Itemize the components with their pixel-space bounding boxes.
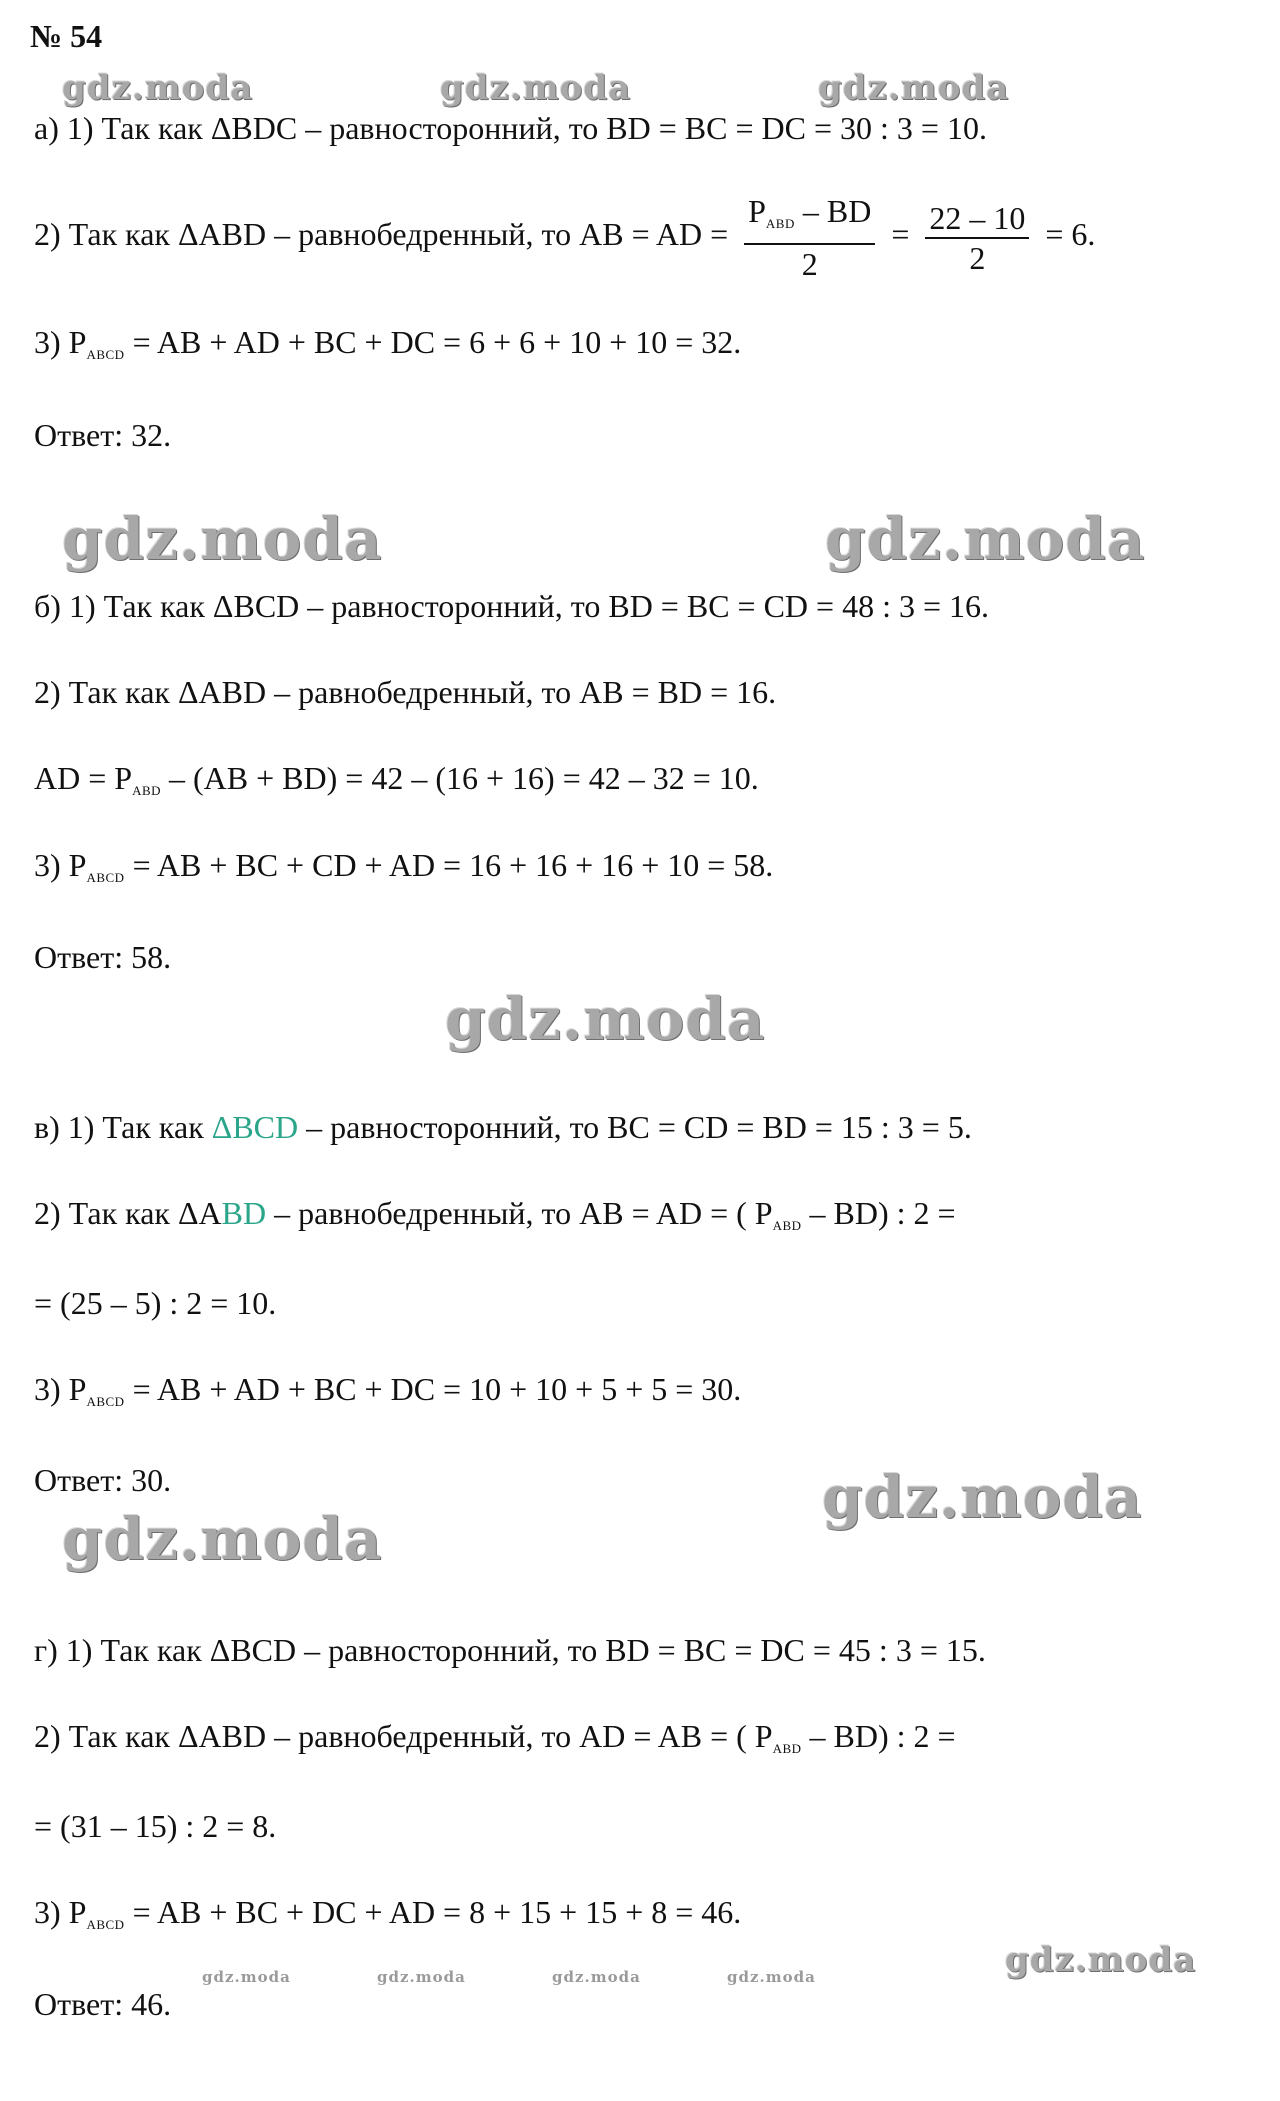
part-v-step-2: 2) Так как ΔABD – равнобедренный, то AB = AD = ( $P_{ABD} - BD$) : 2 = <box>34 1195 956 1233</box>
watermark: gdz.moda <box>440 68 632 108</box>
part-g-step-3: 3) $P_{ABCD}$ = AB + BC + DC + AD = 8 + 15 + 15 + 8 = 46. <box>34 1894 742 1932</box>
part-a-step-2 <box>34 192 1095 283</box>
watermark: gdz.moda <box>1005 1940 1197 1980</box>
watermark: gdz.moda <box>62 505 383 573</box>
part-b-step-1: б) 1) Так как ΔBCD – равносторонний, то BD = BC = CD = 48 : 3 = 16. <box>34 588 990 624</box>
problem-number: № 54 <box>30 18 103 54</box>
part-a-step-1: а) 1) Так как ΔBDC – равносторонний, то BD = BC = DC = 30 : 3 = 10. <box>34 110 987 146</box>
fraction-1 <box>744 192 875 283</box>
watermark: gdz.moda <box>377 1968 466 1986</box>
part-b-step-2: 2) Так как ΔABD – равнобедренный, то AB = BD = 16. <box>34 674 777 710</box>
part-v-step-3: 3) $P_{ABCD}$ = AB + AD + BC + DC = 10 + 10 + 5 + 5 = 30. <box>34 1371 742 1409</box>
watermark: gdz.moda <box>62 1505 383 1573</box>
watermark: gdz.moda <box>727 1968 816 1986</box>
part-a-step-2-result: = 6. <box>1045 215 1096 252</box>
part-b-ad-calc: AD = $P_{ABD} - (AB + BD) = 42 - (16 + 16) = 42 - 32 = 10$. <box>34 760 759 798</box>
part-g-answer: Ответ: 46. <box>34 1986 172 2022</box>
part-g-step-2-cont: = (31 – 15) : 2 = 8. <box>34 1808 277 1844</box>
fraction-1-numerator: $P_{ABD}$ – BD <box>744 192 875 245</box>
fraction-2-numerator: 22 – 10 <box>925 199 1029 239</box>
watermark: gdz.moda <box>818 68 1010 108</box>
fraction-2 <box>925 199 1029 277</box>
part-g-step-2: 2) Так как ΔABD – равнобедренный, то AD = AB = ( $P_{ABD} - BD$) : 2 = <box>34 1718 956 1756</box>
part-b-step-3: 3) $P_{ABCD}$ = AB + BC + CD + AD = 16 + 16 + 16 + 10 = 58. <box>34 847 774 885</box>
watermark: gdz.moda <box>825 505 1146 573</box>
part-g-step-1: г) 1) Так как ΔBCD – равносторонний, то BD = BC = DC = 45 : 3 = 15. <box>34 1632 986 1668</box>
part-v-step-1: в) 1) Так как ΔBCD – равносторонний, то BC = CD = BD = 15 : 3 = 5. <box>34 1109 972 1145</box>
equals-sign: = <box>891 215 910 252</box>
part-a-step-2-text: 2) Так как ΔABD – равнобедренный, то AB = AD = <box>34 215 729 252</box>
fraction-1-denominator: 2 <box>801 246 818 282</box>
watermark: gdz.moda <box>822 1463 1143 1531</box>
part-b-answer: Ответ: 58. <box>34 939 172 975</box>
part-a-answer: Ответ: 32. <box>34 417 172 453</box>
watermark: gdz.moda <box>202 1968 291 1986</box>
part-v-step-2-cont: = (25 – 5) : 2 = 10. <box>34 1285 277 1321</box>
watermark: gdz.moda <box>552 1968 641 1986</box>
part-v-answer: Ответ: 30. <box>34 1462 172 1498</box>
part-a-step-3: 3) $P_{ABCD}$ = AB + AD + BC + DC = 6 + 6 + 10 + 10 = 32. <box>34 324 742 362</box>
watermark: gdz.moda <box>445 985 766 1053</box>
watermark: gdz.moda <box>62 68 254 108</box>
fraction-2-denominator: 2 <box>969 239 986 276</box>
